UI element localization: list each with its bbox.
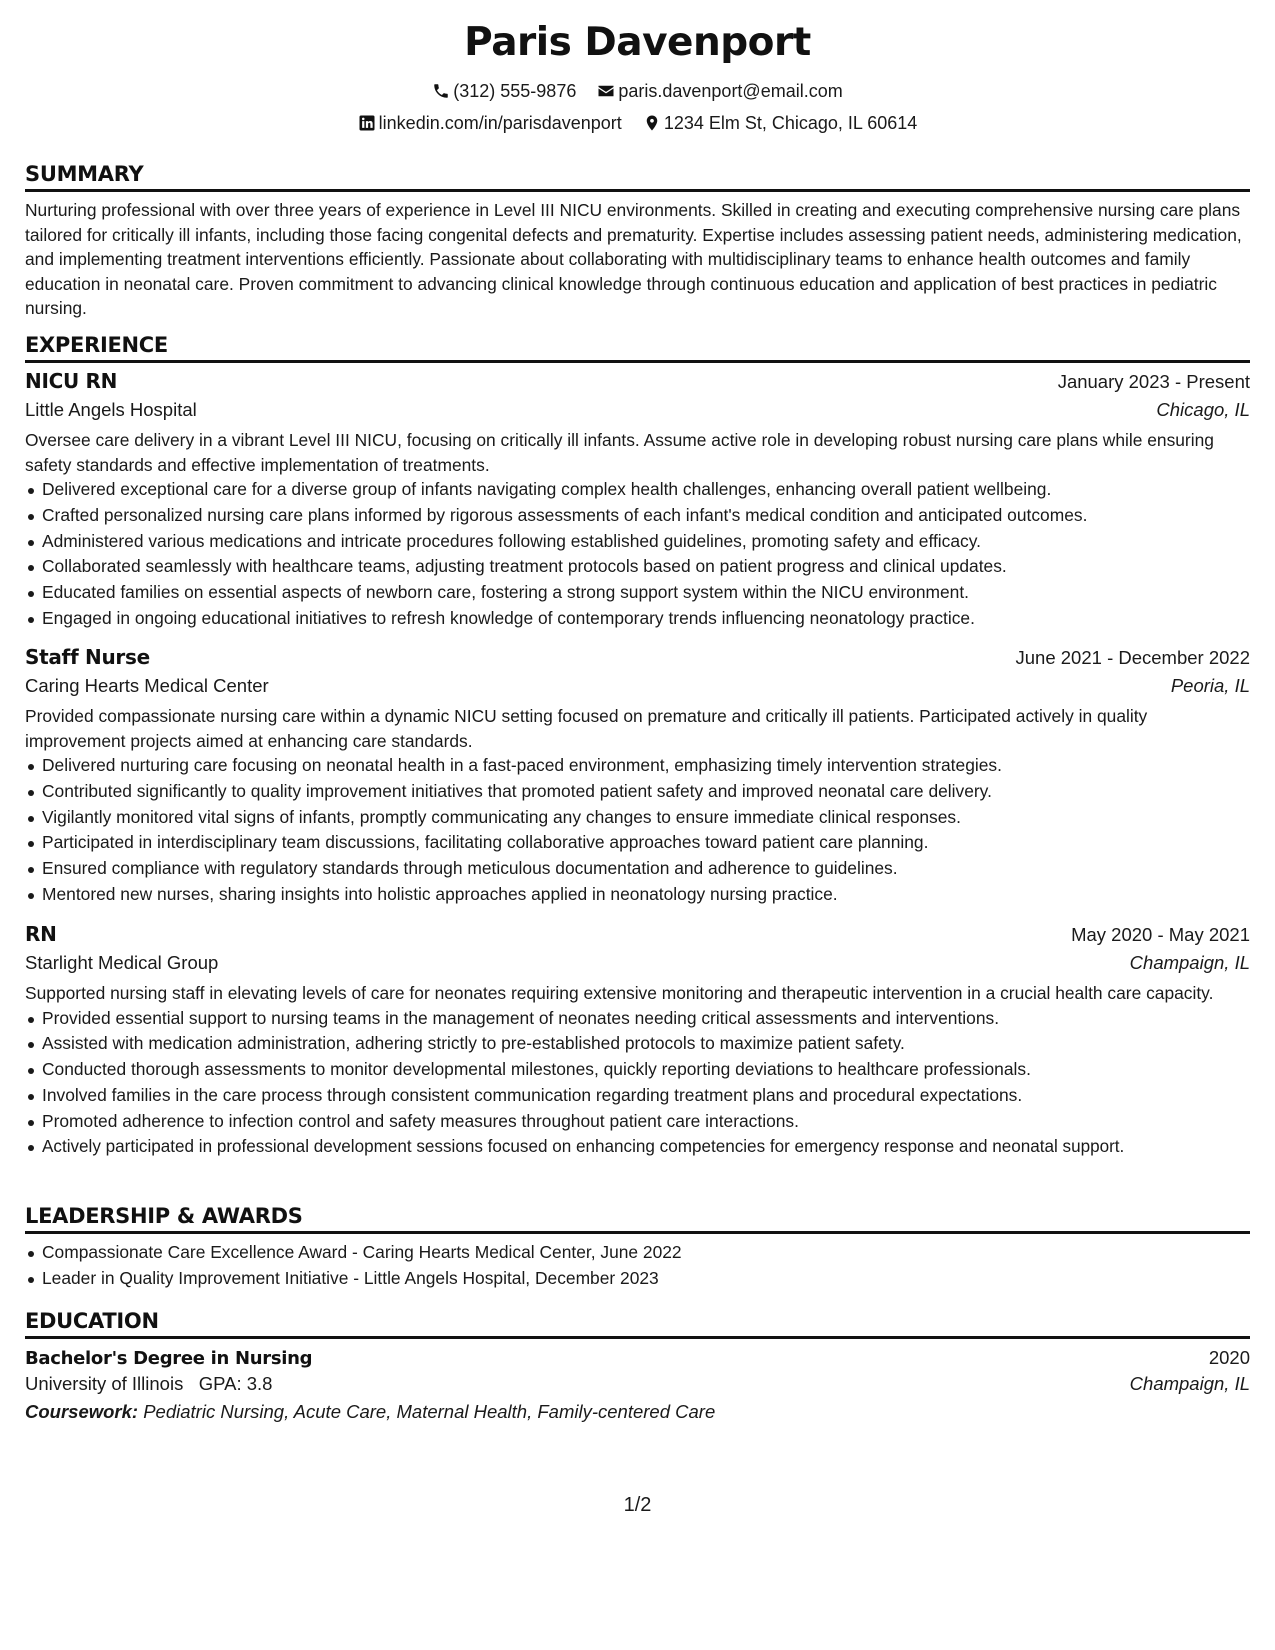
email-text: paris.davenport@email.com — [618, 81, 843, 101]
leadership-section — [25, 1202, 1250, 1292]
linkedin-text: linkedin.com/in/parisdavenport — [378, 113, 622, 133]
job-location: Champaign, IL — [1129, 952, 1250, 973]
leadership-heading: LEADERSHIP & AWARDS — [25, 1204, 303, 1228]
list-item: Contributed significantly to quality improvement initiatives that promoted patient safety and improved neonatal care delivery. — [25, 779, 1250, 805]
list-item: Actively participated in professional development sessions focused on enhancing competencies for emergency response and neonatal support. — [25, 1134, 1250, 1160]
summary-section — [25, 160, 1250, 321]
job-dates: June 2021 - December 2022 — [1015, 647, 1250, 668]
degree-title: Bachelor's Degree in Nursing — [25, 1348, 313, 1369]
coursework — [25, 1401, 1250, 1423]
school-location: Champaign, IL — [1129, 1373, 1250, 1394]
phone-text: (312) 555-9876 — [453, 81, 577, 101]
linkedin-icon — [358, 114, 376, 132]
job-bullets — [25, 753, 1250, 908]
job-location: Peoria, IL — [1170, 675, 1250, 696]
list-item: Administered various medications and intricate procedures following established guidelines, promoting safety and efficacy. — [25, 529, 1250, 555]
job-organization: Caring Hearts Medical Center — [25, 675, 269, 696]
job-description: Provided compassionate nursing care within a dynamic NICU setting focused on premature and critically ill patients. Participated actively in quality improvement projects aimed at enhancing care standards. — [25, 706, 1148, 751]
coursework-label: Coursework: — [25, 1401, 139, 1422]
resume-page — [25, 0, 1250, 1650]
list-item: Delivered nurturing care focusing on neonatal health in a fast-paced environment, emphasizing timely intervention strategies. — [25, 753, 1250, 779]
list-item: Engaged in ongoing educational initiatives to refresh knowledge of contemporary trends influencing neonatology practice. — [25, 606, 1250, 632]
experience-heading: EXPERIENCE — [25, 333, 168, 357]
list-item: Leader in Quality Improvement Initiative - Little Angels Hospital, December 2023 — [25, 1266, 1250, 1292]
coursework-list: Pediatric Nursing, Acute Care, Maternal Health, Family-centered Care — [143, 1401, 716, 1422]
contact-phone — [432, 80, 576, 102]
contact-address — [643, 112, 918, 134]
list-item: Assisted with medication administration, adhering strictly to pre-established protocols to maximize patient safety. — [25, 1031, 1250, 1057]
job-bullets — [25, 477, 1250, 632]
contact-row-secondary — [25, 112, 1250, 134]
list-item: Provided essential support to nursing teams in the management of neonates needing critical assessments and interventions. — [25, 1006, 1250, 1032]
contact-linkedin[interactable] — [358, 112, 622, 134]
job-location: Chicago, IL — [1156, 399, 1250, 420]
map-pin-icon — [643, 114, 661, 132]
job-description: Oversee care delivery in a vibrant Level III NICU, focusing on critically ill infants. Assume active role in developing robust nursing care plans while ensuring safety standards and effective implementation of treatments. — [25, 430, 1214, 475]
job-description: Supported nursing staff in elevating levels of care for neonates requiring extensive monitoring and therapeutic intervention in a crucial health care capacity. — [25, 983, 1214, 1003]
address-text: 1234 Elm St, Chicago, IL 60614 — [663, 113, 918, 133]
list-item: Conducted thorough assessments to monitor developmental milestones, quickly reporting deviations to healthcare professionals. — [25, 1057, 1250, 1083]
list-item: Compassionate Care Excellence Award - Caring Hearts Medical Center, June 2022 — [25, 1240, 1250, 1266]
summary-heading: SUMMARY — [25, 162, 144, 186]
list-item: Educated families on essential aspects of newborn care, fostering a strong support system within the NICU environment. — [25, 580, 1250, 606]
list-item: Delivered exceptional care for a diverse group of infants navigating complex health challenges, enhancing overall patient wellbeing. — [25, 477, 1250, 503]
school-info — [25, 1373, 272, 1395]
awards-list — [25, 1240, 1250, 1292]
job-organization: Starlight Medical Group — [25, 952, 219, 973]
section-divider — [25, 360, 1250, 363]
contact-row-primary — [25, 80, 1250, 102]
job-bullets — [25, 1006, 1250, 1161]
phone-icon — [432, 82, 450, 100]
job-title: Staff Nurse — [25, 645, 150, 669]
education-section — [25, 1307, 1250, 1423]
section-divider — [25, 189, 1250, 192]
list-item: Ensured compliance with regulatory standards through meticulous documentation and adherence to guidelines. — [25, 856, 1250, 882]
list-item: Promoted adherence to infection control and safety measures throughout patient care interactions. — [25, 1109, 1250, 1135]
list-item: Involved families in the care process through consistent communication regarding treatment plans and procedural expectations. — [25, 1083, 1250, 1109]
envelope-icon — [597, 82, 615, 100]
page-number: 1/2 — [623, 1494, 652, 1516]
job-dates: May 2020 - May 2021 — [1071, 924, 1250, 945]
experience-section — [25, 331, 1250, 363]
list-item: Vigilantly monitored vital signs of infants, promptly communicating any changes to ensure immediate clinical responses. — [25, 805, 1250, 831]
job-organization: Little Angels Hospital — [25, 399, 197, 420]
job-entry — [25, 369, 1250, 632]
job-title: NICU RN — [25, 369, 118, 393]
contact-email[interactable] — [597, 80, 842, 102]
job-dates: January 2023 - Present — [1057, 371, 1250, 392]
section-divider — [25, 1336, 1250, 1339]
candidate-name: Paris Davenport — [464, 20, 811, 65]
list-item: Participated in interdisciplinary team discussions, facilitating collaborative approaches toward patient care planning. — [25, 830, 1250, 856]
list-item: Crafted personalized nursing care plans informed by rigorous assessments of each infant's medical condition and anticipated outcomes. — [25, 503, 1250, 529]
job-entry — [25, 645, 1250, 908]
graduation-year: 2020 — [1208, 1347, 1250, 1368]
school-name: University of Illinois — [25, 1373, 184, 1394]
gpa: GPA: 3.8 — [198, 1373, 273, 1394]
list-item: Collaborated seamlessly with healthcare teams, adjusting treatment protocols based on patient progress and clinical updates. — [25, 554, 1250, 580]
summary-text: Nurturing professional with over three years of experience in Level III NICU environments. Skilled in creating and executing comprehensive nursing care plans tailored for critically ill infants, including those facing congenital defects and prematurity. Expertise includes assessing patient needs, administering medication, and implementing treatment interventions efficiently. Passionate about collaborating with multidisciplinary teams to enhance health outcomes and family education in neonatal care. Proven commitment to advancing clinical knowledge through continuous education and application of best practices in pediatric nursing. — [25, 200, 1242, 318]
list-item: Mentored new nurses, sharing insights into holistic approaches applied in neonatology nursing practice. — [25, 882, 1250, 908]
section-divider — [25, 1231, 1250, 1234]
education-heading: EDUCATION — [25, 1309, 159, 1333]
job-title: RN — [25, 922, 57, 946]
job-entry — [25, 922, 1250, 1160]
